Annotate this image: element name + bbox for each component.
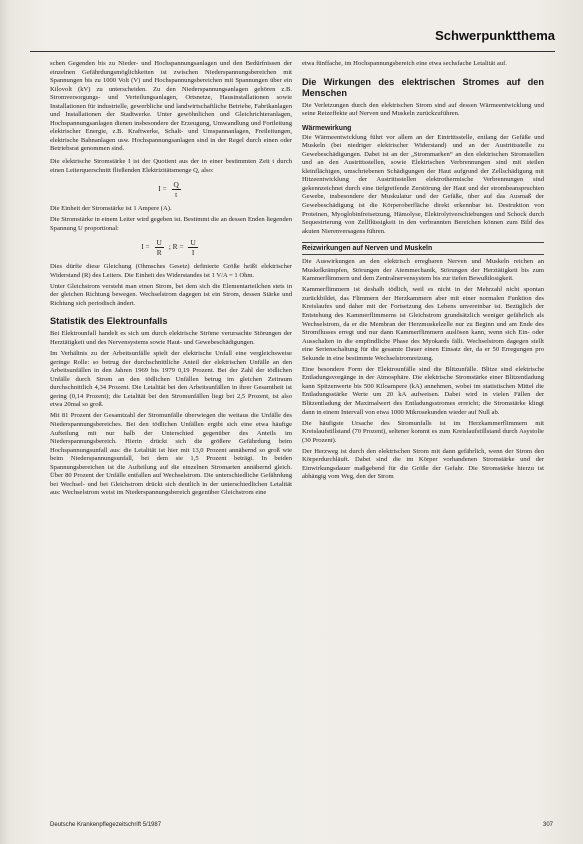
left-column	[50, 60, 292, 500]
fraction	[188, 238, 197, 257]
paragraph: Kammerflimmern ist deshalb tödlich, weil es nicht in der Mehrzahl nicht spontan zurückbildet, das Flimmern der Herzkammern aber mit einer normalen Funktion des Kreislaufes und daher mit der Fortsetzung des Lebens unvereinbar ist. Bezüglich der Entstehung des Kammerflimmerns ist Gleichstrom grundsätzlich weniger gefährlich als Wechselstrom, da er die Membran der Herzmuskelzelle nur zu Beginn und am Ende des Stromflusses erregt und nur dann Kammerflimmern auslösen kann, wenn sich Ein- oder Ausschalten in die empfindliche Phase des Myokards fällt. Wechselstrom dagegen stellt eine Serienschaltung für die gesamte Dauer einen Einsatz der, da er 50 Erregungen pro Sekunde in eine bestimmte Wechselstromreizung.	[302, 286, 544, 362]
numerator: U	[156, 238, 162, 248]
formula-ohm	[50, 238, 292, 257]
paragraph: Eine besondere Form der Elektrounfälle sind die Blitzunfälle. Blitze sind elektrische Entladungsvorgänge in der Atmosphäre. Die elektrische Stromstärke einer Blitzentladung kann Spitzenwerte bis 500 Kiloampere (kA) annehmen, wobei im statistischen Mittel die Entladungsstärke Werte um 20 kA aufweisen. Dabei wird in vielen Fällen der Blitzentladung der Maximalwert des Entladungsstromes erreicht; die Stromstärke klingt dann in einem Intervall von etwa 1000 Mikrosekunden wieder auf Null ab.	[302, 365, 544, 416]
subheading-reizwirkungen: Reizwirkungen auf Nerven und Muskeln	[302, 242, 544, 255]
page-header	[30, 28, 555, 52]
subheading-waermewirkung: Wärmewirkung	[302, 124, 352, 132]
paragraph: Die Auswirkungen an den elektrisch erregbaren Nerven und Muskeln reichen an Muskelkrämpfen, Störungen der Atemmechanik, Störungen der Herztätigkeit bis zum Kammerflimmern und dem Zentralnervensystem bis zur tiefen Bewußtlosigkeit.	[302, 258, 544, 283]
paragraph: Bei Elektrounfall handelt es sich um durch elektrische Ströme verursachte Störungen der Herztätigkeit und des Nervensystems sowie Haut- und Gewebeschädigungen.	[50, 330, 292, 347]
paragraph: Die Wärmeentwicklung führt vor allem an der Eintrittsstelle, entlang der Gefäße und Muskeln (bei niedriger elektrischer Widerstand) und an der Austrittsstelle zu Gewebeschädigungen. Dabei ist an der „Strommarken“ an den elektrischen Stromstellen und an den Austrittsstellen, sowie Elektrischen Verbrennungen sind mit steilen kleinflächigen, umschriebenen Schädigungen der Haut aufgrund der Zellschädigung mit Hitzeentwicklung der Austrittsstellen elektrothermische Verbrennungen sind gekennzeichnet durch eine tiefgreifende Zerstörung der Haut und der strombeanspruchten Gewebe, insbesondere der Muskulatur und der Gefäße, über auf das Ausmaß der Gewebeschädigung ist die Körperoberfläche direkt erkennbar ist. Destruktion von Proteinen, Myoglobinfreisetzung, Hämolyse, Elektrolytverschiebungen und Schock durch Sequestrierung von Zellflüssigkeit in den verbrannten Bereichen können zum Bild des akuten Nierenversagens führen.	[302, 133, 544, 235]
formula-current	[50, 180, 292, 199]
paragraph: Die Verletzungen durch den elektrischen Strom sind auf dessen Wärmeentwicklung und seine Reizeffekte auf Nerven und Muskeln zurückzuführen.	[302, 101, 544, 118]
formula-lhs: I =	[158, 184, 167, 194]
denominator: I	[191, 248, 195, 258]
numerator: U	[190, 238, 196, 248]
denominator: t	[175, 190, 178, 200]
page-footer	[50, 822, 553, 832]
paragraph: Die häufigste Ursache des Stromunfalls ist im Herzkammerflimmern mit Kreislaufstillstand (70 Prozent), seltener kommt es zum Kreislaufstillstand durch Asystolie (30 Prozent).	[302, 419, 544, 444]
footer-source: Deutsche Krankenpflegezeitschrift 5/1987	[50, 822, 162, 828]
fraction	[155, 238, 164, 257]
denominator: R	[156, 248, 162, 258]
paragraph: etwa fünffache, im Hochspannungsbereich eine etwa sechsfache Letalität auf.	[302, 60, 507, 67]
paragraph: Unter Gleichstrom versteht man einen Strom, bei dem sich die Elementarteilchen stets in der gleichen Richtung bewegen. Wechselstrom dagegen ist ein Strom, dessen Stärke und Richtung sich periodisch ändert.	[50, 282, 292, 307]
formula-mid: ; R =	[168, 242, 184, 252]
numerator: Q	[173, 180, 179, 190]
paragraph: Dies dürfte diese Gleichung (Ohmsches Gesetz) definierte Größe heißt elektrischer Widerstand (R) des Leiters. Die Einheit des Widerstandes ist 1 V/A = 1 Ohm.	[50, 263, 292, 279]
left-page-shadow	[0, 0, 10, 844]
heading-statistik: Statistik des Elektrounfalls	[50, 316, 168, 327]
page-number: 307	[542, 822, 553, 828]
paragraph: Die elektrische Stromstärke I ist der Quotient aus der in einer bestimmten Zeit t durch einen Leiterquerschnitt fließenden Elektrizitätsmenge Q, also:	[50, 158, 292, 174]
header-rule	[30, 51, 555, 52]
heading-wirkungen: Die Wirkungen des elektrischen Stromes auf den Menschen	[302, 76, 544, 98]
section-title: Schwerpunktthema	[435, 28, 555, 43]
paragraph: Die Einheit der Stromstärke ist 1 Ampere (A).	[50, 205, 172, 213]
formula-lhs: I =	[141, 242, 150, 252]
paragraph: Der Herzweg ist durch den elektrischen Strom mit dann gefährlich, wenn der Strom den Körperdurchläuft. Dabei sind die im Körper vorhandenen Stromstärke und der Einwirkungsdauer maßgebend für die Größe der Gefahr. Die Stromstärke hierzu ist abhängig vom Weg, den der Strom	[302, 447, 544, 481]
paragraph: Die Stromstärke in einem Leiter wird gegeben ist. Bestimmt die an dessen Enden liegenden Spannung U proportional:	[50, 216, 292, 232]
paragraph: Im Verhältnis zu der Arbeitsunfälle spielt der elektrische Unfall eine vergleichsweise geringe Rolle: so betrug der durchschnittliche Anteil der elektrischen Unfälle an den Arbeitsunfällen in den Jahren 1969 bis 1979 0,19 Prozent. Bei der Zahl der tödlichen Unfälle durch Strom an den tödlichen Unfällen betrug im gleichen Zeitraum durchschnittlich 4,34 Prozent. Die Letalität bei den Arbeitsunfällen in ihrer Gesamtheit ist gering (0,14 Prozent); die Letalität bei den Stromunfällen liegt bei 2,5 Prozent, ist also etwa 20mal so groß.	[50, 350, 292, 409]
fraction	[172, 180, 181, 199]
right-column	[302, 60, 544, 484]
paragraph: Mit 81 Prozent der Gesamtzahl der Stromunfälle überwiegen die weitaus die Unfälle des Niederspannungsbereiches. Bei den tödlichen Unfällen ergibt sich eine etwa häufige Aufteilung mit nur halb der Unterschied gegenüber des Anteils im Niederspannungsbereich. Hierin drückt sich die größere Gefährdung beim Hochspannungsunfall aus: die Letalität ist hier mit 13,0 Prozent annähernd so groß wie beim Niederspannungsunfall, bei dem sie 1,5 Prozent beträgt. In beiden Spannungsbereichen ist die Aufteilung auf die einzelnen Stromarten annähernd gleich. Über 80 Prozent der Unfälle entfallen auf Wechselstrom. Die unterschiedliche Gefährdung bei Wechsel- und bei Gleichstrom drückt sich deutlich in der unterschiedlichen Letalität aus: Wechselstrom weist im Niederspannungsbereich gegenüber Gleichstrom eine	[50, 412, 292, 497]
paragraph: schen Gegenden bis zu Nieder- und Hochspannungsanlagen und den Bedürfnissen der einzelnen Gefährdungsmöglichkeiten ist zwischen Niederspannungsbereichen mit Spannungen bis zu 1000 Volt (V) und Hochspannungsbereichen mit Spannungen über ein Kilovolt (kV) zu unterscheiden. Zu den Niederspannungsanlagen gehören z.B. Stromversorgungs- und Verteilungsanlagen, Ortsnetze, Hausinstallationen sowie Installationen für industrielle, gewerbliche und landwirtschaftliche Betriebe, Fabrikanlagen und Installationen der Stadtwerke. Unter gewöhnlichen und Gleichrichteranlagen, Hochspannungsanlagen dienen insbesondere der Erzeugung, Umwandlung und Fortleitung elektrischer Energie, z.B. Kraftwerke, Schalt- und Umspannanlagen, Freileitungen, elektrische Bahnanlagen usw. Hochspannungsanlagen sind in der Regel durch einen oder Betriebsrat genommen sind.	[50, 60, 292, 153]
